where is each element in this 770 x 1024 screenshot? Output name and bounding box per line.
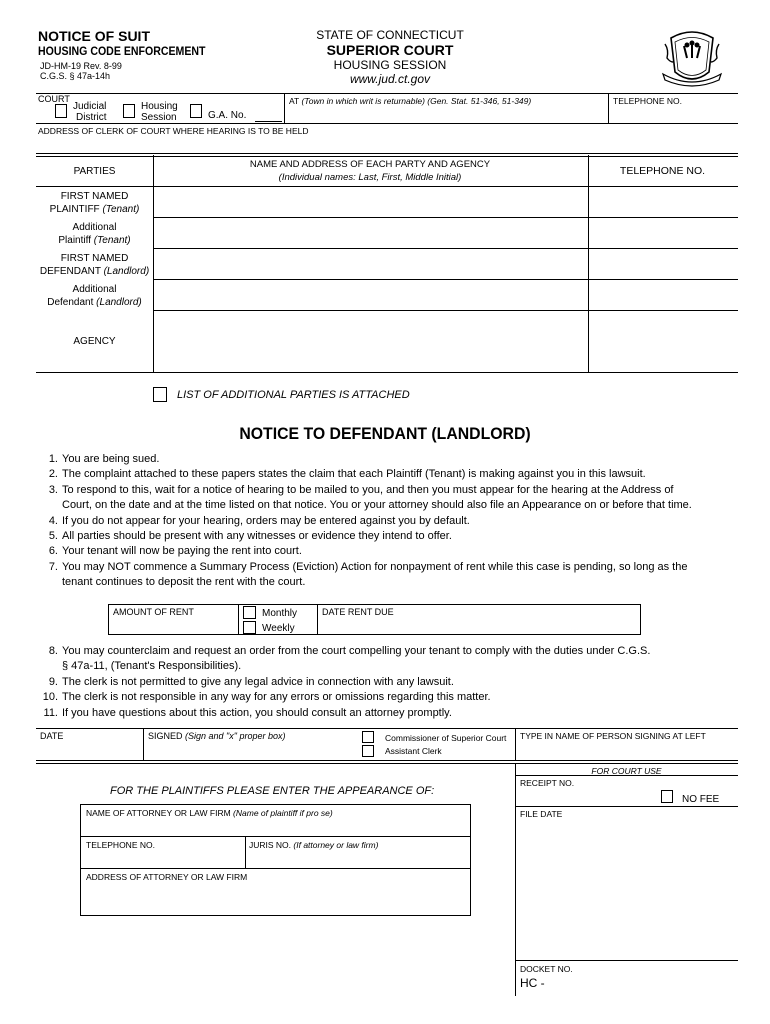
notice-item [38,483,738,514]
name-col-hint: (Individual names: Last, First, Middle Initial) [278,172,462,183]
notice-item-text: The clerk is not responsible in any way for any errors or omissions regarding this matter. [62,691,491,704]
notice-item [38,560,738,591]
party-row-plaintiff [36,190,153,216]
party-row-defendant [36,252,153,278]
notice-items-2 [38,644,738,721]
type-name-label: TYPE IN NAME OF PERSON SIGNING AT LEFT [520,731,706,741]
monthly-label: Monthly [262,608,298,619]
juris-hint: (If attorney or law firm) [293,840,379,850]
party-row-role-hint: (Landlord) [103,266,150,277]
form-subtitle: HOUSING CODE ENFORCEMENT [38,46,206,58]
judicial-label: Judicial [73,101,107,112]
notice-item-text: If you have questions about this action, you should consult an attorney promptly. [62,706,452,719]
attorney-label: NAME OF ATTORNEY OR LAW FIRM [86,808,231,818]
docket-prefix: HC - [520,976,545,990]
state-name: STATE OF CONNECTICUT [316,28,464,42]
court-telephone-label: TELEPHONE NO. [613,96,682,106]
notice-item-text: You may counterclaim and request an order from the court compelling your tenant to comply with the duties under C.G.S. [62,645,651,657]
date-label: DATE [40,731,64,741]
weekly-checkbox[interactable] [243,621,256,634]
notice-item-number: 5. [48,530,58,543]
notice-item-number: 8. [48,645,58,657]
party-row-role-hint: (Tenant) [93,235,131,246]
notice-item-text: If you do not appear for your hearing, orders may be entered against you by default. [62,514,470,527]
at-town-label [289,96,531,107]
ga-checkbox[interactable] [190,104,202,118]
docket-no-label: DOCKET NO. [520,964,573,974]
party-row-role-hint: (Tenant) [102,204,140,215]
party-row-label: Additional [72,284,117,295]
party-row-agency: AGENCY [73,336,116,347]
notice-item-text: You are being sued. [62,453,160,465]
form-number: JD-HM-19 Rev. 8-99 [40,61,122,71]
receipt-no-label: RECEIPT NO. [520,778,575,788]
notice-item-continuation: Court, on the date and at the time listed on that notice. You or your attorney should also file an Appearance on or before that time. [62,499,692,512]
party-row-label: Additional [72,222,117,233]
attorney-name-label [86,808,333,819]
party-row-role: Plaintiff [58,235,91,246]
juris-label: JURIS NO. [249,840,292,850]
additional-parties-label: LIST OF ADDITIONAL PARTIES IS ATTACHED [177,389,410,401]
attorney-phone-label: TELEPHONE NO. [86,840,155,850]
notice-item-continuation: § 47a-11, (Tenant's Responsibilities). [62,660,242,673]
party-row-role: Defendant [47,297,94,308]
court-label: COURT [38,94,70,104]
party-row-label: FIRST NAMED [60,253,129,264]
signed-text: SIGNED [148,731,183,741]
court-website: www.jud.ct.gov [349,72,431,86]
attorney-hint: (Name of plaintiff if pro se) [233,808,333,818]
party-row-role: DEFENDANT [39,266,101,277]
notice-item [38,544,738,559]
session-name: HOUSING SESSION [333,58,447,72]
housing-session-checkbox[interactable] [123,104,135,118]
parties-col-header: PARTIES [73,166,116,177]
assistant-clerk-label: Assistant Clerk [385,746,442,756]
notice-item-text: The clerk is not permitted to give any legal advice in connection with any lawsuit. [62,675,454,688]
notice-item-number: 9. [48,675,58,688]
notice-item [38,675,738,690]
district-label: District [76,112,107,123]
signed-hint: (Sign and "x" proper box) [185,731,286,741]
form-title: NOTICE OF SUIT [38,28,150,44]
notice-item-number: 6. [48,545,58,558]
notice-item-number: 4. [48,514,58,527]
appearance-heading: FOR THE PLAINTIFFS PLEASE ENTER THE APPEARANCE OF: [110,785,435,797]
attorney-address-label: ADDRESS OF ATTORNEY OR LAW FIRM [86,872,248,882]
notice-item [38,452,738,467]
notice-item-number: 1. [48,453,58,465]
signed-label [148,731,285,742]
amount-of-rent-label: AMOUNT OF RENT [113,607,194,617]
date-rent-due-label: DATE RENT DUE [322,607,394,617]
notice-item-text: Your tenant will now be paying the rent into court. [62,545,302,558]
notice-item-number: 7. [48,560,58,573]
notice-heading: NOTICE TO DEFENDANT (LANDLORD) [239,424,531,443]
ga-number-label: G.A. No. [208,110,247,121]
monthly-checkbox[interactable] [243,606,256,619]
assistant-clerk-checkbox[interactable] [362,745,374,757]
notice-item [38,467,738,482]
phone-col-header: TELEPHONE NO. [619,165,706,177]
notice-item-text: All parties should be present with any witnesses or evidence they intend to offer. [62,530,452,543]
notice-item-text: To respond to this, wait for a notice of hearing to be mailed to you, and then you must appear for the hearing at the Address of [62,483,674,496]
notice-item [38,644,738,675]
statute-reference: C.G.S. § 47a-14h [40,71,111,81]
name-col-header: NAME AND ADDRESS OF EACH PARTY AND AGENCY [249,159,491,170]
at-hint: (Town in which writ is returnable) (Gen. Stat. 51-346, 51-349) [301,96,532,106]
notice-item [38,529,738,544]
party-row-label: FIRST NAMED [60,191,129,202]
juris-no-label [249,840,378,851]
notice-item-number: 3. [48,483,58,496]
session-label: Session [141,112,177,123]
notice-items-1 [38,452,738,591]
at-label: AT [289,96,300,106]
court-header [270,28,510,87]
party-row-add-defendant [36,283,153,309]
ga-number-field[interactable] [255,121,282,122]
file-date-label: FILE DATE [520,809,563,819]
additional-parties-checkbox[interactable] [153,387,167,402]
party-row-add-plaintiff [36,221,153,247]
judicial-district-checkbox[interactable] [55,104,67,118]
commissioner-label: Commissioner of Superior Court [385,733,507,743]
notice-item [38,690,738,705]
notice-item [38,706,738,721]
party-row-role-hint: (Landlord) [96,297,142,308]
party-row-role: PLAINTIFF [49,204,100,215]
notice-item-number: 10. [42,691,58,704]
notice-item-number: 11. [43,706,58,719]
state-seal-icon [657,28,727,90]
clerk-address-label: ADDRESS OF CLERK OF COURT WHERE HEARING IS TO BE HELD [38,126,309,136]
court-use-heading: FOR COURT USE [591,766,662,776]
appearance-box [80,804,471,916]
notice-item-continuation: tenant continues to deposit the rent with the court. [62,576,306,589]
no-fee-checkbox[interactable] [661,790,673,803]
notice-item [38,514,738,529]
housing-label: Housing [141,101,178,112]
notice-item-text: You may NOT commence a Summary Process (Eviction) Action for nonpayment of rent while this case is pending, so long as the [62,560,688,573]
notice-item-number: 2. [48,468,58,481]
no-fee-label: NO FEE [682,794,720,805]
commissioner-checkbox[interactable] [362,731,374,743]
notice-item-text: The complaint attached to these papers states the claim that each Plaintiff (Tenant) is making against you in this lawsuit. [62,468,646,481]
weekly-label: Weekly [262,623,295,634]
court-name: SUPERIOR COURT [326,42,454,58]
